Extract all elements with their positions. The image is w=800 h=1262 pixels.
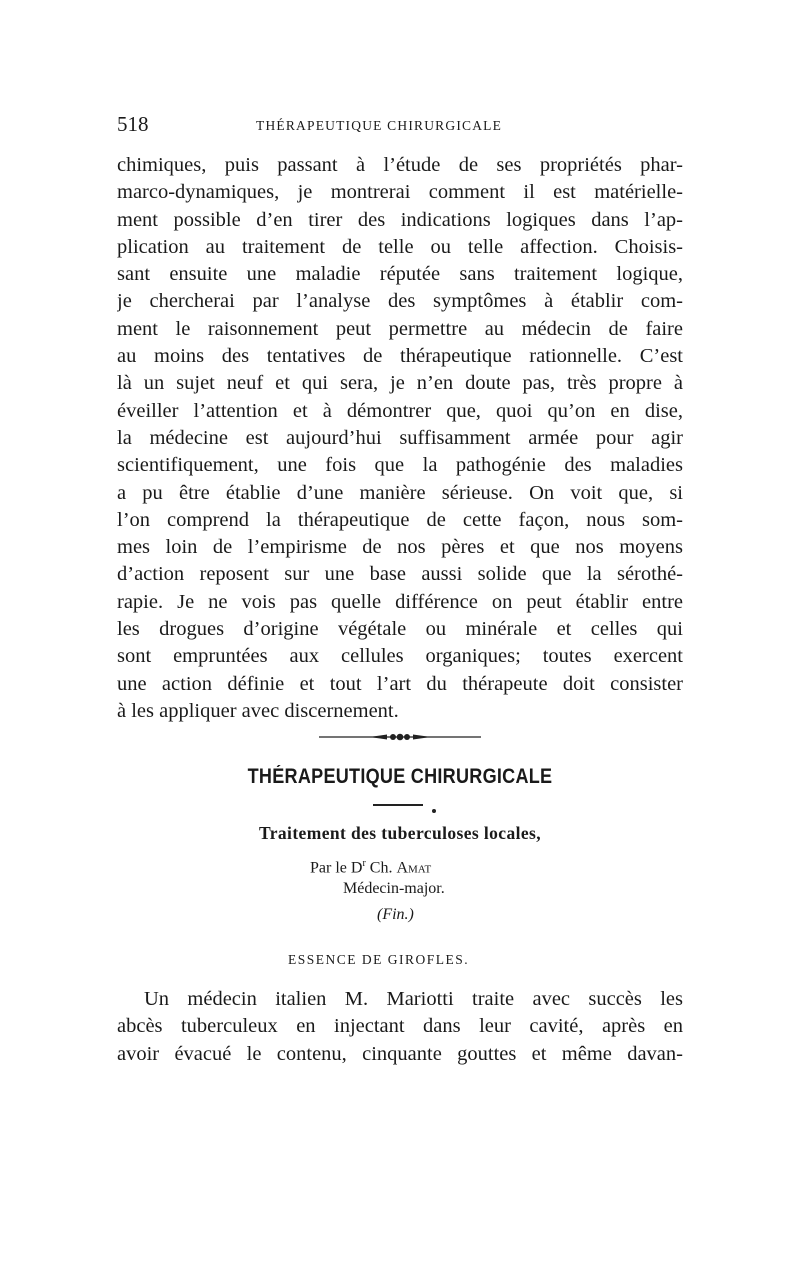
author-role: Médecin-major. — [343, 880, 445, 897]
text-line: abcès tuberculeux en injectant dans leur cavité, après en — [117, 1015, 683, 1038]
continued-note: (Fin.) — [377, 906, 414, 923]
text-line: plication au traitement de telle ou telle affection. Choisis- — [117, 235, 683, 258]
text-line: marco-dynamiques, je montrerai comment il est matérielle- — [117, 181, 683, 204]
page-number: 518 — [117, 112, 149, 136]
text-line: l’on comprend la thérapeutique de cette façon, nous som- — [117, 508, 683, 531]
text-line: à les appliquer avec discernement. — [117, 699, 399, 722]
text-line: mes loin de l’empirisme de nos pères et que nos moyens — [117, 536, 683, 559]
text-line: je chercherai par l’analyse des symptômes à établir com- — [117, 290, 683, 313]
subsection-heading: ESSENCE DE GIROFLES. — [288, 952, 470, 967]
text-line: chimiques, puis passant à l’étude de ses propriétés phar- — [117, 154, 683, 176]
text-line: ment possible d’en tirer des indications logiques dans l’ap- — [117, 208, 683, 231]
rule-dot — [432, 809, 436, 813]
text-line: les drogues d’origine végétale ou minérale et celles qui — [117, 618, 683, 641]
text-line: la médecine est aujourd’hui suffisamment armée pour agir — [117, 426, 683, 449]
text-line: scientifiquement, une fois que la pathogénie des maladies — [117, 454, 683, 477]
article-subtitle: Traitement des tuberculoses locales, — [258, 823, 542, 843]
text-line: a pu être établie d’une manière sérieuse. On voit que, si — [117, 481, 683, 504]
text-line: avoir évacué le contenu, cinquante gouttes et même davan- — [117, 1042, 683, 1065]
text-line: une action définie et tout l’art du thérapeute doit consister — [117, 672, 683, 695]
text-line: ment le raisonnement peut permettre au médecin de faire — [117, 317, 683, 340]
text-line: sont empruntées aux cellules organiques; toutes exercent — [117, 645, 683, 668]
text-line: Un médecin italien M. Mariotti traite avec succès les — [144, 988, 683, 1010]
short-rule — [373, 804, 423, 806]
text-line: là un sujet neuf et qui sera, je n’en doute pas, très propre à — [117, 372, 683, 395]
fleuron-divider — [319, 732, 481, 742]
text-line: rapie. Je ne vois pas quelle différence on peut établir entre — [117, 590, 683, 613]
running-title: THÉRAPEUTIQUE CHIRURGICALE — [256, 118, 503, 133]
author-name: Ch. — [369, 859, 393, 877]
author-line — [310, 858, 431, 877]
page-header — [117, 112, 683, 140]
author-surname: Amat — [396, 859, 432, 877]
body-text-2 — [117, 986, 683, 1068]
section-title: THÉRAPEUTIQUE CHIRURGICALE — [247, 765, 553, 788]
text-line: d’action reposent sur une base aussi solide que la sérothé- — [117, 563, 683, 586]
body-text — [117, 152, 683, 725]
text-line: éveiller l’attention et à démontrer que, quoi qu’on en dise, — [117, 399, 683, 422]
author-prefix: Par le D — [310, 859, 363, 877]
author-sup: r — [362, 858, 366, 869]
text-line: au moins des tentatives de thérapeutique rationnelle. C’est — [117, 345, 683, 368]
text-line: sant ensuite une maladie réputée sans traitement logique, — [117, 263, 683, 286]
